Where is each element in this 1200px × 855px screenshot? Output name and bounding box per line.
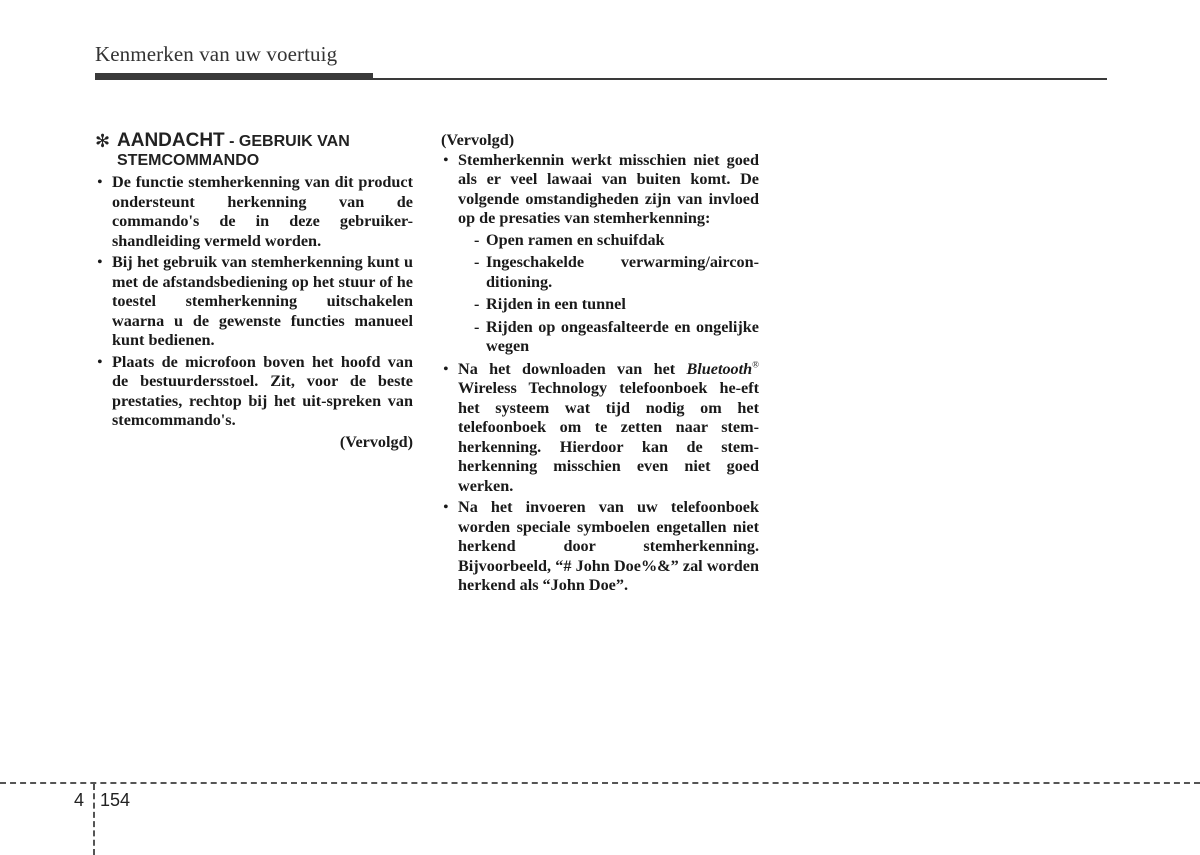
right-column (441, 131, 759, 598)
chapter-number: 4 (74, 790, 85, 810)
continued-top-note: (Vervolgd) (441, 131, 515, 149)
left-column (95, 131, 413, 452)
caution-heading (95, 131, 413, 170)
bluetooth-brand: Bluetooth (686, 359, 753, 378)
list-item (441, 151, 759, 357)
sub-list-item-text: Rijden in een tunnel (486, 295, 626, 313)
page-number: 154 (100, 790, 131, 810)
sub-list-item: - Rijden in een tunnel (474, 295, 626, 313)
sub-list (458, 231, 759, 357)
bullet-icon: • (97, 173, 103, 191)
caution-asterisk-icon: ✻ (95, 131, 111, 151)
list-item-text-prefix: Na het downloaden van het (458, 359, 687, 378)
list-item-text: Plaats de microfoon boven het hoofd van de bestuurdersstoel. Zit, voor de beste prestaties, rechtop bij het uit-spreken van stemcommando's. (112, 352, 413, 429)
continued-note: (Vervolgd) (339, 432, 413, 451)
registered-mark: ® (752, 359, 759, 370)
sub-list-item-text: Open ramen en schuifdak (486, 230, 665, 249)
list-item-text: Stemherkennin werkt misschien niet goed als er veel lawaai van buiten komt. De volgende omstandigheden zijn van invloed op de presaties van stemherkenning: (458, 150, 759, 227)
caution-subtitle-1: - GEBRUIK VAN (229, 133, 350, 150)
bullet-icon: • (97, 253, 103, 271)
sub-list-item: - Open ramen en schuifdak (474, 230, 665, 249)
list-item-text-suffix: Wireless Technology telefoonboek he-eft het systeem wat tijd nodig om het telefoonboek om te zetten naar stem-herkenning. Hierdoor kan de stem-herkenning misschien even niet goed werken. (458, 379, 759, 495)
list-item (441, 498, 759, 596)
list-item-text: De functie stemherkenning van dit product ondersteunt herkenning van de commando's de in deze gebruiker-shandleiding vermeld worden. (112, 173, 413, 250)
list-item-text: Na het invoeren van uw telefoonboek worden speciale symboelen engetallen niet herkend door stemherkenning. Bijvoorbeeld, “# John Doe%&” zal worden herkend als “John Doe”. (458, 498, 759, 594)
page-header-title: Kenmerken van uw voertuig (95, 42, 338, 66)
sub-list-item-text: Ingeschakelde verwarming/aircon-ditioning. (486, 253, 759, 291)
bullet-icon: • (443, 359, 449, 378)
caution-list (95, 173, 413, 431)
continued-list (441, 151, 759, 596)
sub-list-item-text: Rijden op ongeasfalteerde en ongelijke wegen (486, 317, 759, 355)
caution-label: AANDACHT (117, 130, 225, 151)
list-item (441, 360, 759, 497)
bullet-icon: • (443, 498, 449, 516)
header-rule (95, 78, 1107, 80)
list-item-text: Bij het gebruik van stemherkenning kunt u met de afstandsbediening op het stuur of he toestel stemherkenning uitschakelen waarna u de gewenste functies manueel kunt bedienen. (112, 253, 413, 349)
list-item (95, 353, 413, 431)
caution-subtitle-2: STEMCOMMANDO (117, 152, 260, 169)
list-item (95, 173, 413, 251)
sub-list-item: - Rijden op ongeasfalteerde en ongelijke wegen (474, 317, 759, 355)
bullet-icon: • (97, 352, 103, 371)
sub-list-item: - Ingeschakelde verwarming/aircon-ditioning. (474, 253, 759, 291)
footer-divider (93, 784, 95, 855)
list-item (95, 253, 413, 351)
bullet-icon: • (443, 150, 449, 169)
footer-rule (0, 782, 1200, 784)
